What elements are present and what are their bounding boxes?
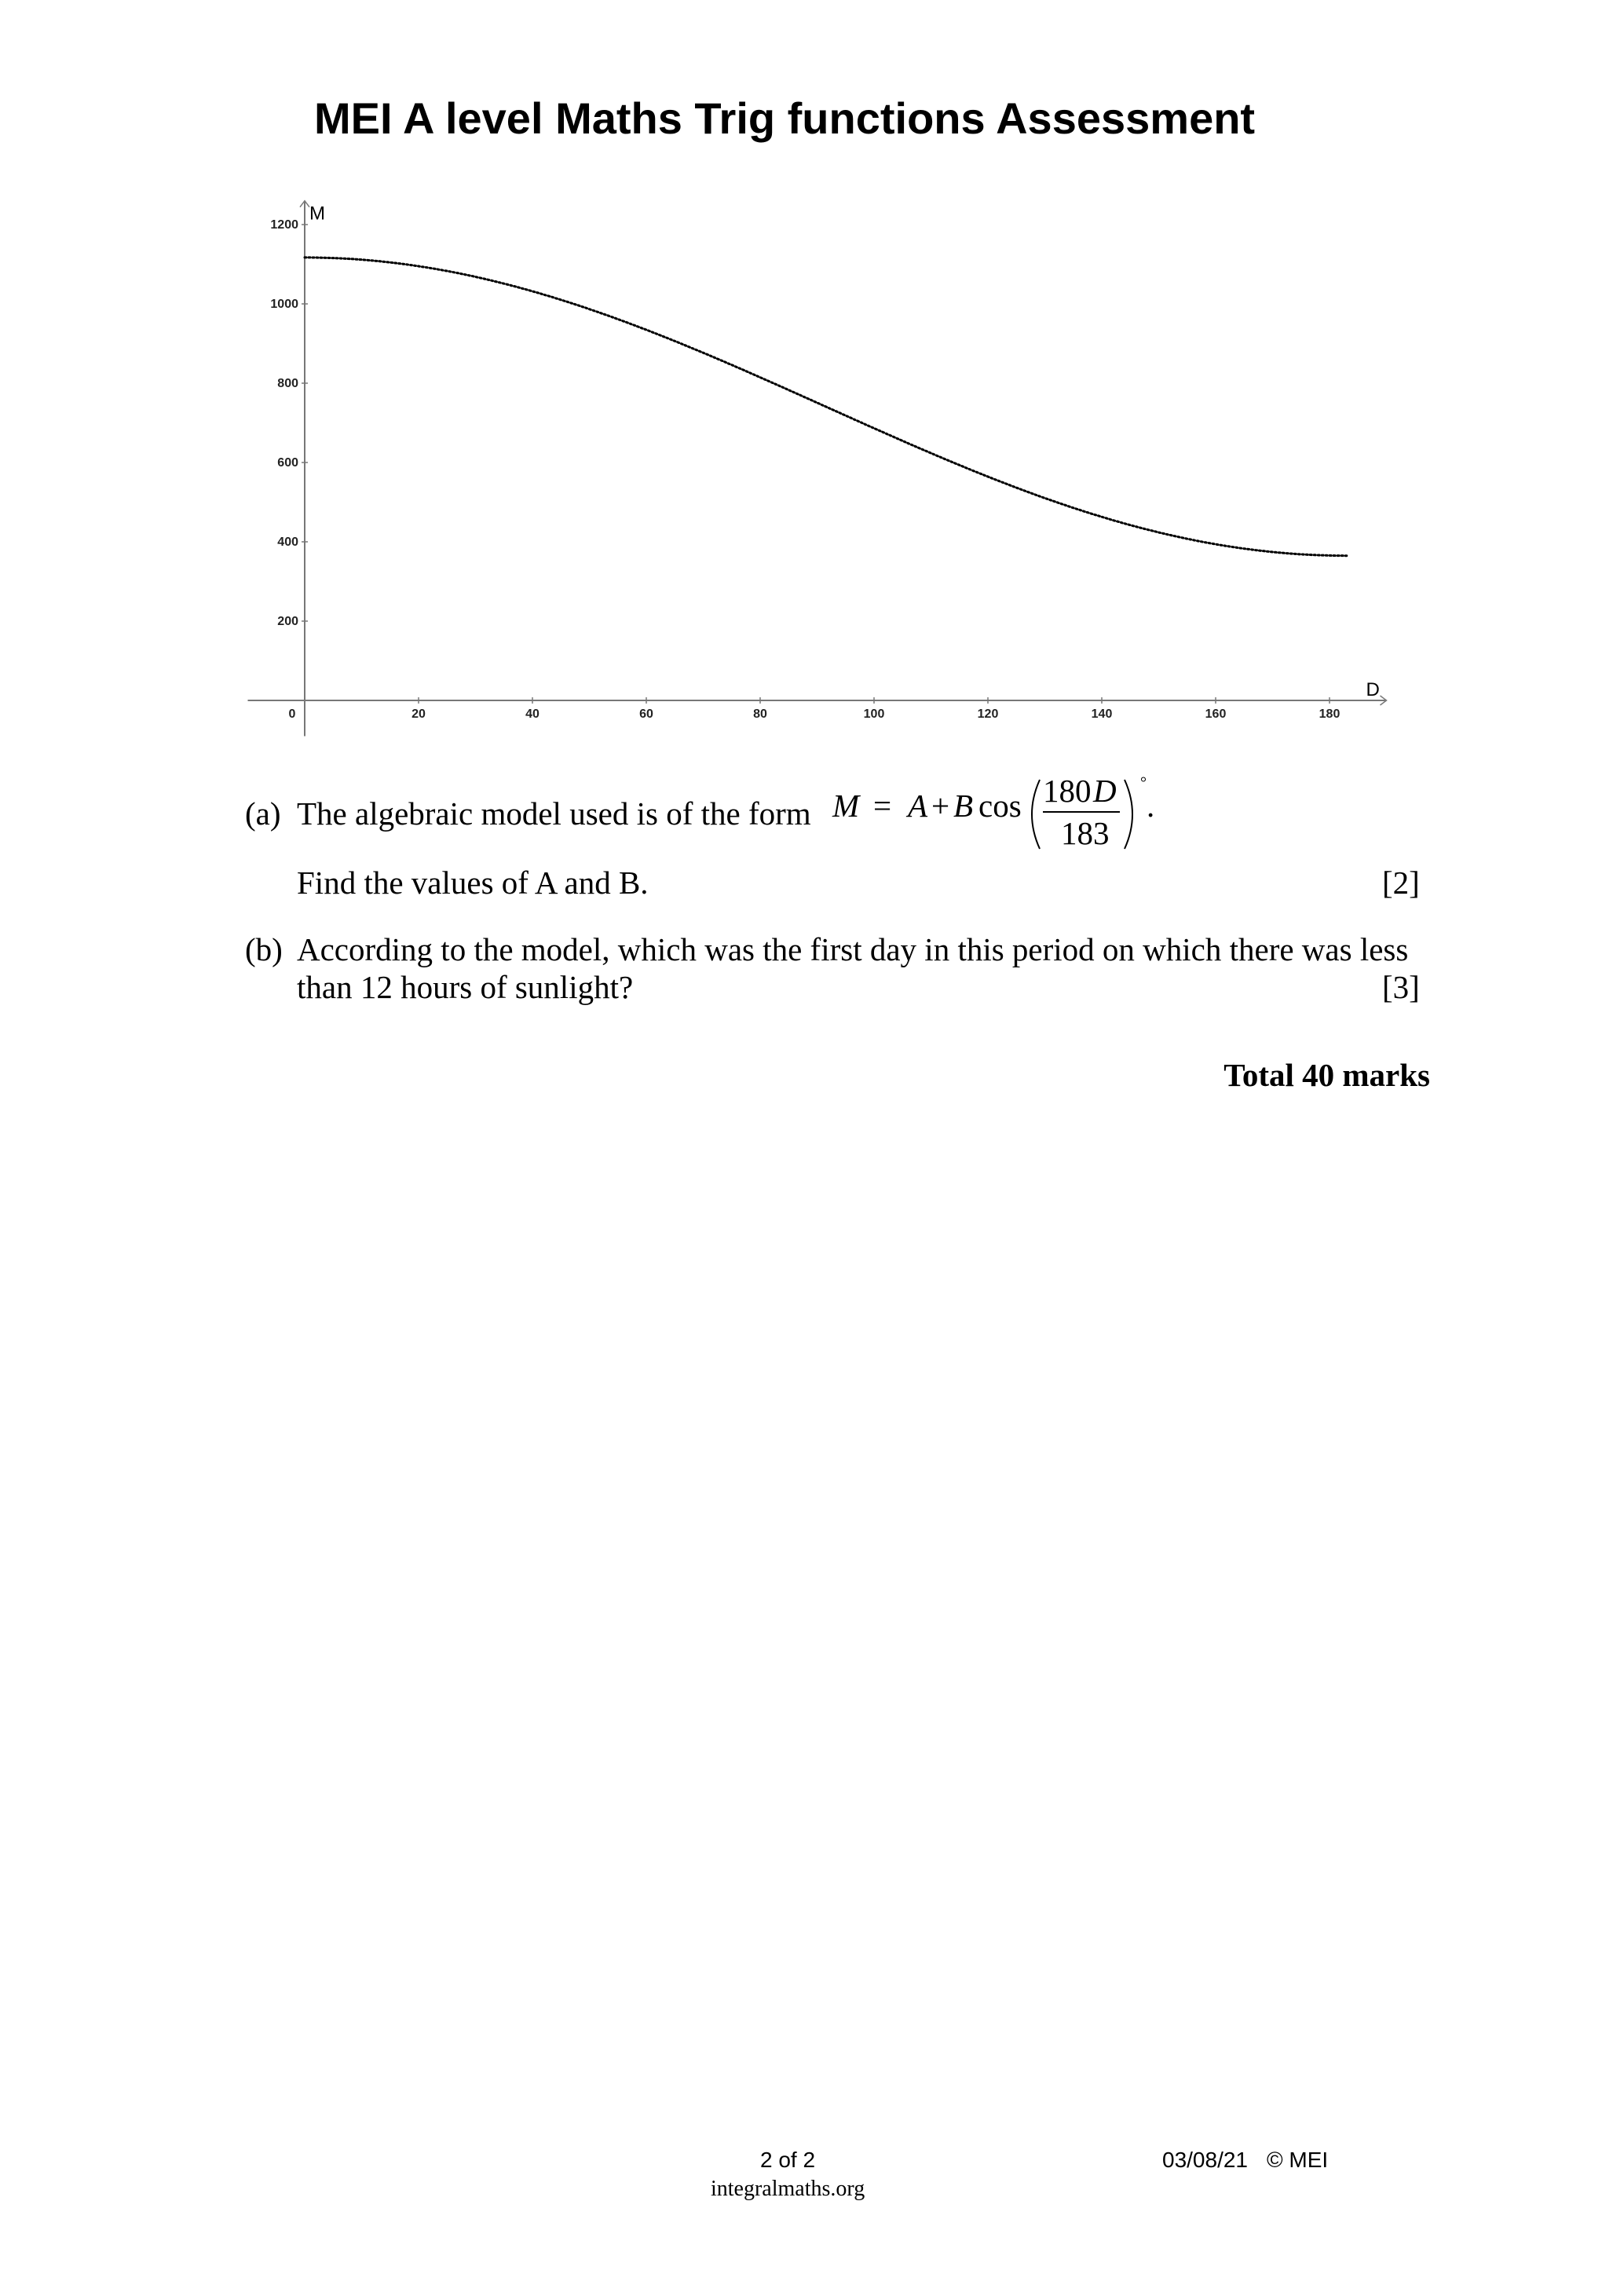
y-tick-label: 1000: [270, 298, 298, 311]
formula-plus: +: [931, 788, 950, 824]
model-formula: [829, 773, 1159, 860]
y-tick-label: 800: [277, 377, 298, 390]
y-tick-label: 1200: [270, 218, 298, 232]
formula-b: B: [953, 788, 974, 824]
y-tick-label: 200: [277, 615, 298, 628]
footer-copyright: © MEI: [1267, 2148, 1329, 2172]
question-a-marks: [2]: [1382, 865, 1420, 901]
formula-a: A: [908, 788, 928, 824]
formula-period: .: [1147, 788, 1155, 824]
x-tick-label: 60: [639, 707, 653, 721]
question-b-label: (b): [245, 931, 283, 967]
footer-site: integralmaths.org: [711, 2177, 865, 2201]
total-marks: Total 40 marks: [1223, 1057, 1430, 1093]
x-tick-label: 0: [288, 707, 296, 721]
footer-page-number: 2 of 2: [760, 2148, 816, 2172]
formula-right-paren: [1125, 780, 1132, 849]
curve-line: [305, 258, 1347, 556]
chart-curve: [305, 258, 1347, 556]
x-axis-label: D: [1366, 679, 1380, 700]
formula-cos: cos: [978, 788, 1022, 824]
x-tick-label: 20: [411, 707, 426, 721]
x-tick-label: 160: [1205, 707, 1227, 721]
question-b-line2: than 12 hours of sunlight?: [297, 969, 634, 1005]
y-tick-label: 600: [277, 456, 298, 470]
chart: [236, 188, 1414, 758]
chart-ticks: [270, 218, 1340, 721]
page-title: MEI A level Maths Trig functions Assessment: [314, 93, 1256, 143]
y-axis-label: M: [309, 203, 325, 225]
question-a-find: Find the values of A and B.: [297, 865, 649, 901]
question-a-label: (a): [245, 795, 281, 832]
formula-denominator: 183: [1061, 815, 1110, 851]
x-tick-label: 120: [977, 707, 999, 721]
formula-degree: °: [1140, 774, 1147, 792]
formula-svg: [829, 773, 1159, 860]
chart-axes: [248, 201, 1387, 737]
x-tick-label: 80: [753, 707, 767, 721]
chart-svg: [236, 188, 1414, 754]
x-tick-label: 140: [1091, 707, 1113, 721]
formula-numerator-var: D: [1093, 773, 1117, 809]
x-tick-label: 180: [1319, 707, 1341, 721]
question-a-text: The algebraic model used is of the form: [297, 795, 811, 832]
formula-m: M: [832, 788, 860, 824]
x-tick-label: 40: [525, 707, 540, 721]
formula-equals: =: [873, 788, 892, 824]
formula-numerator-coef: 180: [1043, 773, 1092, 809]
question-b-line1: According to the model, which was the first day in this period on which there was less: [297, 931, 1409, 967]
footer-date: 03/08/21: [1162, 2148, 1248, 2172]
formula-left-paren: [1032, 780, 1040, 849]
y-tick-label: 400: [277, 536, 298, 549]
x-tick-label: 100: [863, 707, 885, 721]
question-b-marks: [3]: [1382, 969, 1420, 1005]
